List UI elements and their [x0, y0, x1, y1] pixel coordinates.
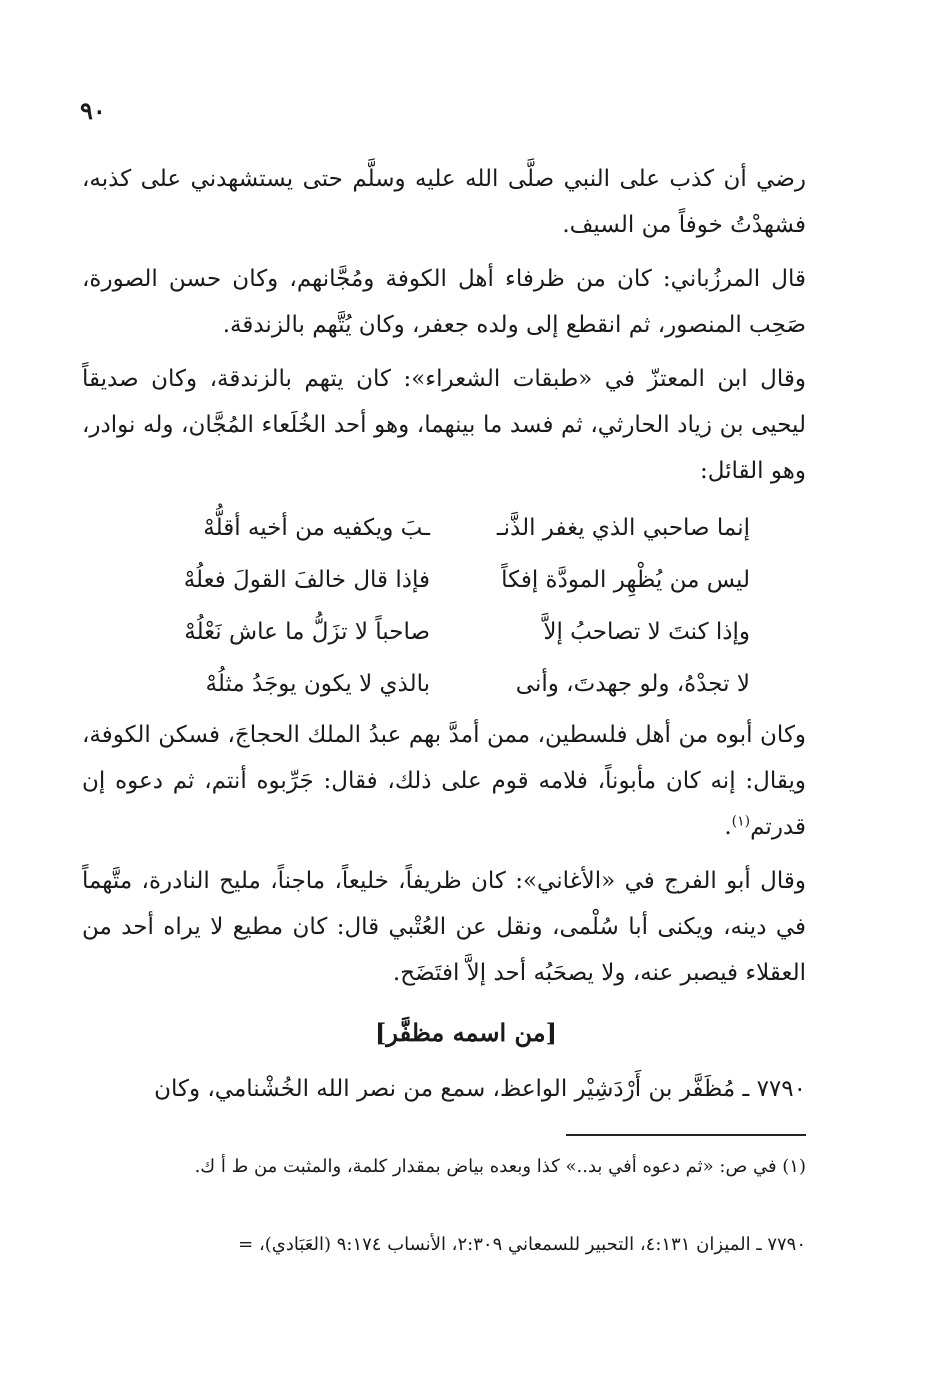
poem-verse: [140, 554, 750, 606]
paragraph-body: وكان أبوه من أهل فلسطين، ممن أمدَّ بهم عبدُ الملك الحجاجَ، فسكن الكوفة، ويقال: إنه كان مأبوناً، فلامه قوم على ذلك، فقال: جَرِّبوه أنتم، ثم دعوه إن قدرتم: [82, 722, 806, 840]
verse-second-hemistich: ـبَ ويكفيه من أخيه أقلُّهْ: [203, 515, 430, 541]
footnote-divider: [566, 1134, 806, 1136]
page-number: ٩٠: [80, 96, 106, 125]
verse-first-hemistich: إنما صاحبي الذي يغفر الذَّنـ: [496, 515, 750, 541]
poem-verse: [140, 658, 750, 710]
verse-second-hemistich: صاحباً لا تزَلُّ ما عاش نَعْلُهْ: [184, 619, 430, 645]
section-heading: [من اسمه مظفَّر]: [375, 1018, 557, 1047]
poem-verse: [140, 606, 750, 658]
paragraph-text: [82, 712, 806, 850]
poem-verse: [140, 502, 750, 554]
footnote-sources: ٧٧٩٠ ـ الميزان ٤:١٣١، التحبير للسمعاني ٢:٣٠٩، الأنساب ٩:١٧٤ (العَبَادي)، =: [238, 1234, 806, 1255]
paragraph-text: وقال أبو الفرج في «الأغاني»: كان ظريفاً، خليعاً، ماجناً، مليح النادرة، متَّهماً في دينه، ويكنى أبا سُلْمى، ونقل عن العُتْبي قال: كان مطيع لا يراه أحد من العقلاء فيصبر عنه، ولا يصحَبُه أحد إلاَّ افتَضَح.: [82, 868, 806, 986]
footnote-1: (١) في ص: «ثم دعوه أفي بد..» كذا وبعده بياض بمقدار كلمة، والمثبت من ط أ ك.: [194, 1156, 806, 1177]
paragraph-end: .: [724, 814, 732, 840]
footnote-reference[interactable]: (١): [731, 813, 751, 830]
verse-first-hemistich: لا تجدْهُ، ولو جهدتَ، وأنى: [515, 671, 750, 697]
paragraph-ibn-mutazz: [82, 356, 806, 494]
paragraph-father: [82, 712, 806, 850]
paragraph-aghani: [82, 858, 806, 996]
verse-first-hemistich: وإذا كنتَ لا تصاحبُ إلاَّ: [543, 619, 750, 645]
verse-second-hemistich: بالذي لا يكون يوجَدُ مثلُهْ: [205, 671, 430, 697]
paragraph-intro: [82, 156, 806, 248]
paragraph-marzubani: [82, 256, 806, 348]
paragraph-text: رضي أن كذب على النبي صلَّى الله عليه وسلَّم حتى يستشهدني على كذبه، فشهدْتُ خوفاً من السيف.: [82, 166, 806, 238]
verse-first-hemistich: ليس من يُظْهِر المودَّة إفكاً: [501, 567, 750, 593]
poem: [140, 502, 750, 710]
verse-second-hemistich: فإذا قال خالفَ القولَ فعلُهْ: [183, 567, 430, 593]
paragraph-text: وقال ابن المعتزّ في «طبقات الشعراء»: كان يتهم بالزندقة، وكان صديقاً ليحيى بن زياد الحارثي، ثم فسد ما بينهما، وهو أحد الخُلَعاء المُجَّان، وله نوادر، وهو القائل:: [82, 366, 806, 484]
biography-entry: ٧٧٩٠ ـ مُظَفَّر بن أَرْدَشِيْر الواعظ، سمع من نصر الله الخُشْنامي، وكان: [154, 1076, 806, 1102]
paragraph-text: قال المرزُباني: كان من ظرفاء أهل الكوفة ومُجَّانهم، وكان حسن الصورة، صَحِب المنصور، ثم انقطع إلى ولده جعفر، وكان يُتَّهم بالزندقة.: [82, 266, 806, 338]
